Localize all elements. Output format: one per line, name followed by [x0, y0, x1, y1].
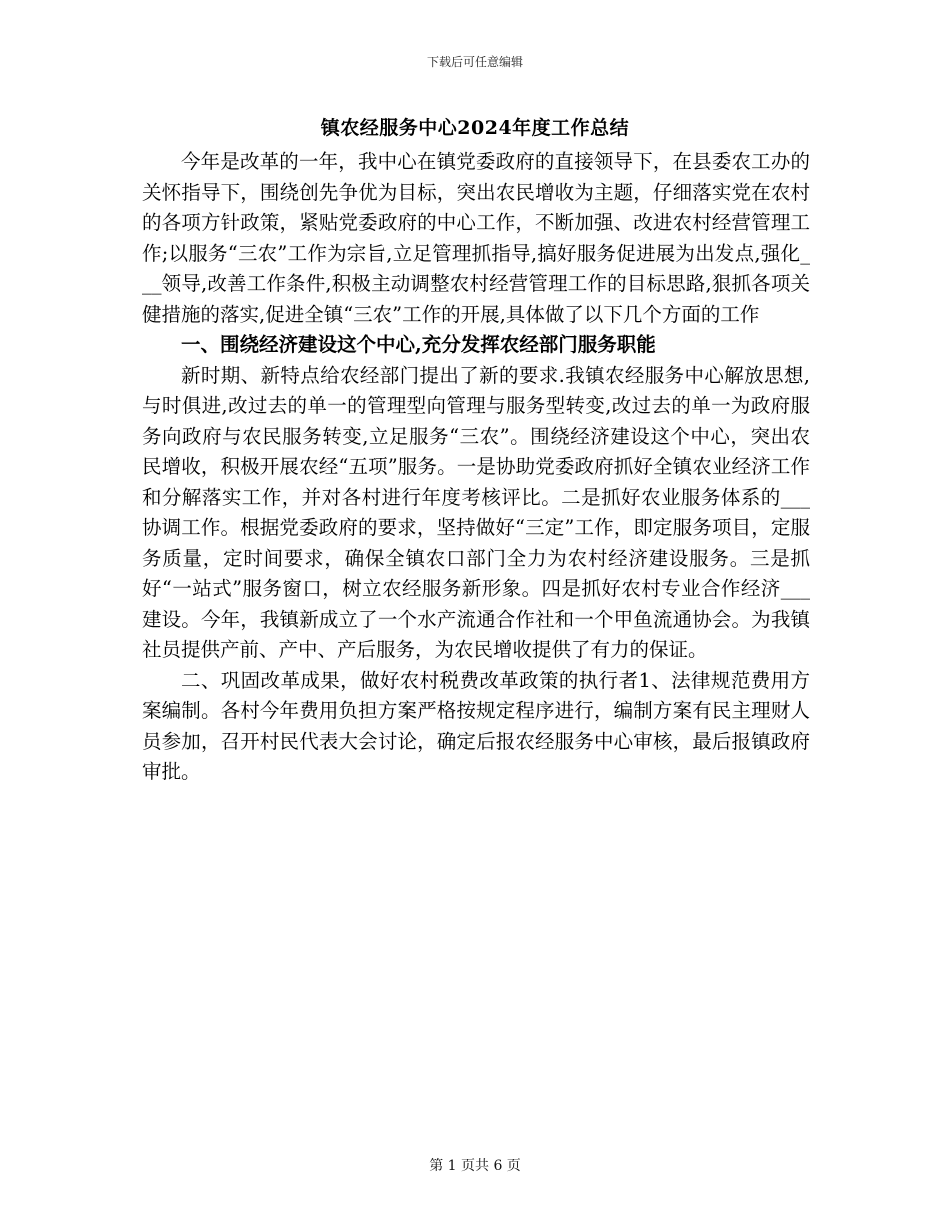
document-title: 镇农经服务中心2024年度工作总结 — [320, 117, 630, 139]
section-2-paragraph: 二、巩固改革成果，做好农村税费改革政策的执行者1、法律规范费用方案编制。各村今年费用负担方案严格按规定程序进行，编制方案有民主理财人员参加，召开村民代表大会讨论，确定后报农经服务中心审核，最后报镇政府审批。 — [142, 668, 810, 783]
section-1-paragraph: 新时期、新特点给农经部门提出了新的要求.我镇农经服务中心解放思想,与时俱进,改过去的单一的管理型向管理与服务型转变,改过去的单一为政府服务向政府与农民服务转变,立足服务“三农”。围绕经济建设这个中心，突出农民增收，积极开展农经“五项”服务。一是协助党委政府抓好全镇农业经济工作和分解落实工作，并对各村进行年度考核评比。二是抓好农业服务体系的___协调工作。根据党委政府的要求，坚持做好“三定”工作，即定服务项目，定服务质量，定时间要求，确保全镇农口部门全力为农村经济建设服务。三是抓好“一站式”服务窗口，树立农经服务新形象。四是抓好农村专业合作经济___建设。今年，我镇新成立了一个水产流通合作社和一个甲鱼流通协会。为我镇社员提供产前、产中、产后服务，为农民增收提供了有力的保证。 — [142, 363, 810, 661]
document-body — [142, 147, 810, 788]
header-note: 下载后可任意编辑 — [426, 55, 523, 69]
section-heading-1: 一、围绕经济建设这个中心,充分发挥农经部门服务职能 — [181, 333, 656, 356]
intro-paragraph: 今年是改革的一年，我中心在镇党委政府的直接领导下，在县委农工办的关怀指导下，围绕创先争优为目标，突出农民增收为主题，仔细落实党在农村的各项方针政策，紧贴党委政府的中心工作，不断加强、改进农村经营管理工作;以服务“三农”工作为宗旨,立足管理抓指导,搞好服务促进展为出发点,强化___领导,改善工作条件,积极主动调整农村经营管理工作的目标思路,狠抓各项关健措施的落实,促进全镇“三农”工作的开展,具体做了以下几个方面的工作 — [142, 150, 810, 326]
page-number: 第 1 页共 6 页 — [429, 1158, 521, 1174]
